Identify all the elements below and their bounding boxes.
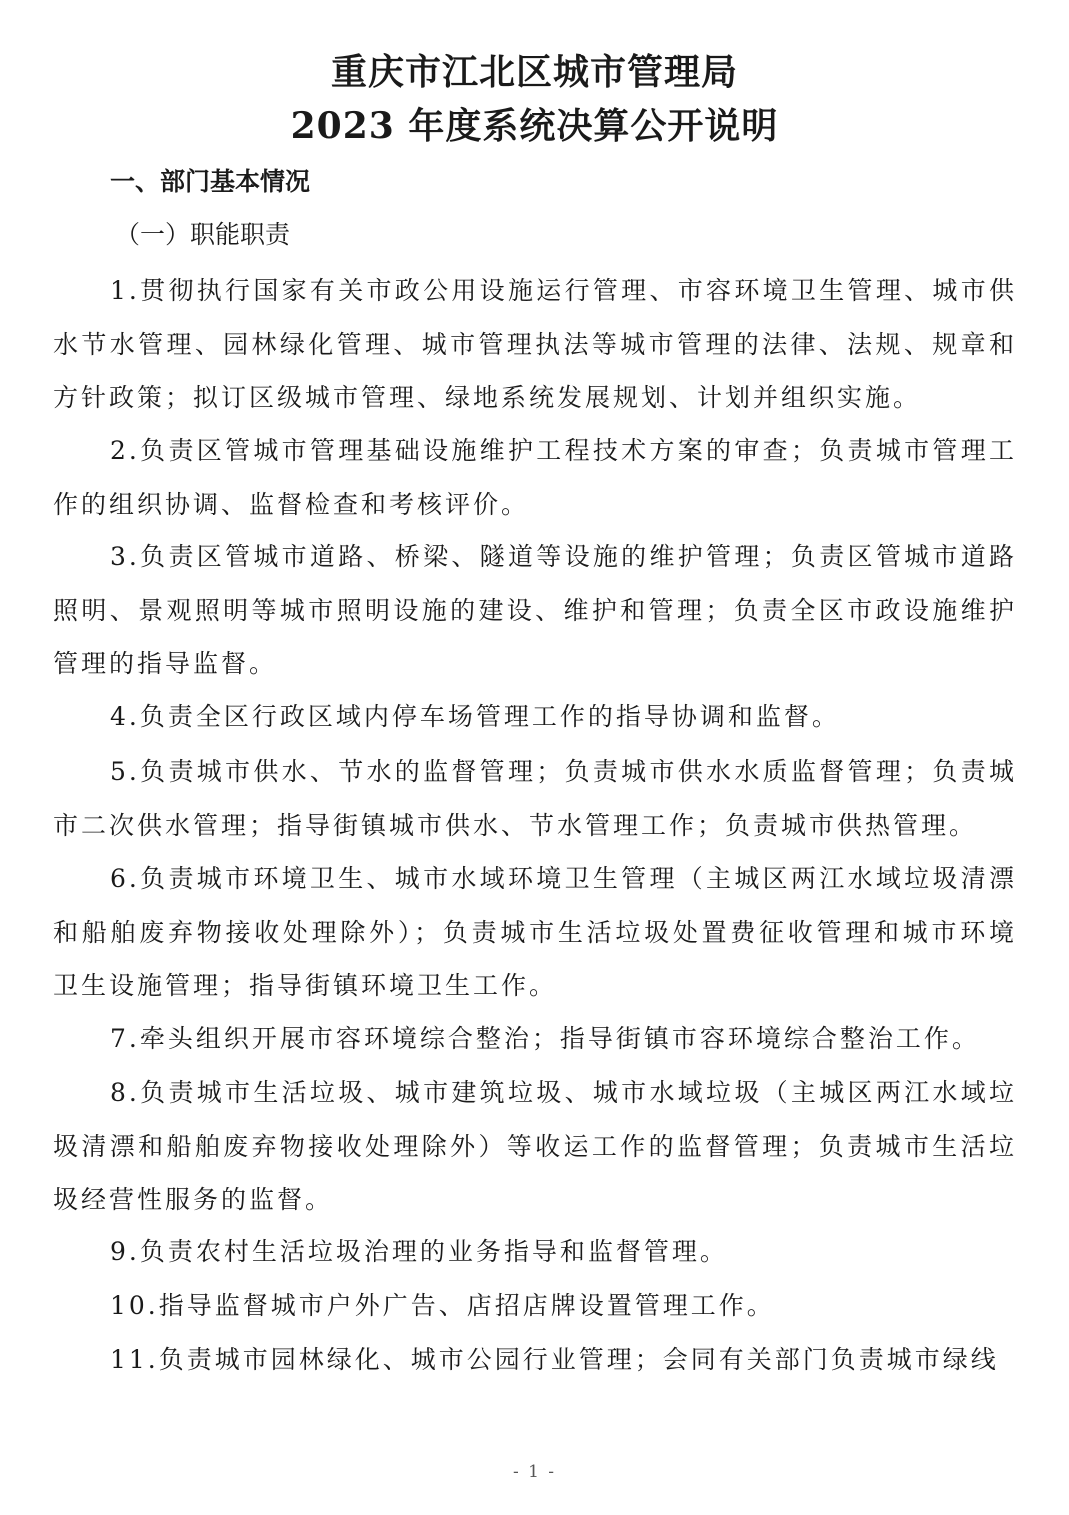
duty-paragraph-3: 3.负责区管城市道路、桥梁、隧道等设施的维护管理；负责区管城市道路照明、景观照明等城市照明设施的建设、维护和管理；负责全区市政设施维护管理的指导监督。 — [53, 542, 1017, 678]
duty-paragraph-1: 1.贯彻执行国家有关市政公用设施运行管理、市容环境卫生管理、城市供水节水管理、园林绿化管理、城市管理执法等城市管理的法律、法规、规章和方针政策；拟订区级城市管理、绿地系统发展规划、计划并组织实施。 — [53, 276, 1017, 412]
duty-paragraph-7: 7.牵头组织开展市容环境综合整治；指导街镇市容环境综合整治工作。 — [110, 1024, 980, 1053]
subsection-heading: （一）职能职责 — [115, 220, 291, 249]
document-title-line1: 重庆市江北区城市管理局 — [330, 51, 738, 93]
duty-paragraph-6: 6.负责城市环境卫生、城市水域环境卫生管理（主城区两江水域垃圾清漂和船舶废弃物接收处理除外）；负责城市生活垃圾处置费征收管理和城市环境卫生设施管理；指导街镇环境卫生工作。 — [53, 864, 1017, 1000]
duty-paragraph-4: 4.负责全区行政区域内停车场管理工作的指导协调和监督。 — [110, 702, 840, 731]
duty-paragraph-5: 5.负责城市供水、节水的监督管理；负责城市供水水质监督管理；负责城市二次供水管理；指导街镇城市供水、节水管理工作；负责城市供热管理。 — [53, 757, 1017, 840]
page-number: - 1 - — [512, 1462, 557, 1482]
document-title-line2: 2023 年度系统决算公开说明 — [290, 105, 779, 147]
duty-paragraph-11: 11.负责城市园林绿化、城市公园行业管理；会同有关部门负责城市绿线 — [110, 1345, 999, 1374]
duty-paragraph-8: 8.负责城市生活垃圾、城市建筑垃圾、城市水域垃圾（主城区两江水域垃圾清漂和船舶废弃物接收处理除外）等收运工作的监督管理；负责城市生活垃圾经营性服务的监督。 — [53, 1078, 1017, 1214]
duty-paragraph-10: 10.指导监督城市户外广告、店招店牌设置管理工作。 — [110, 1291, 775, 1320]
duty-paragraph-2: 2.负责区管城市管理基础设施维护工程技术方案的审查；负责城市管理工作的组织协调、监督检查和考核评价。 — [53, 436, 1017, 519]
section-heading: 一、部门基本情况 — [110, 167, 311, 196]
duty-paragraph-9: 9.负责农村生活垃圾治理的业务指导和监督管理。 — [110, 1237, 728, 1266]
